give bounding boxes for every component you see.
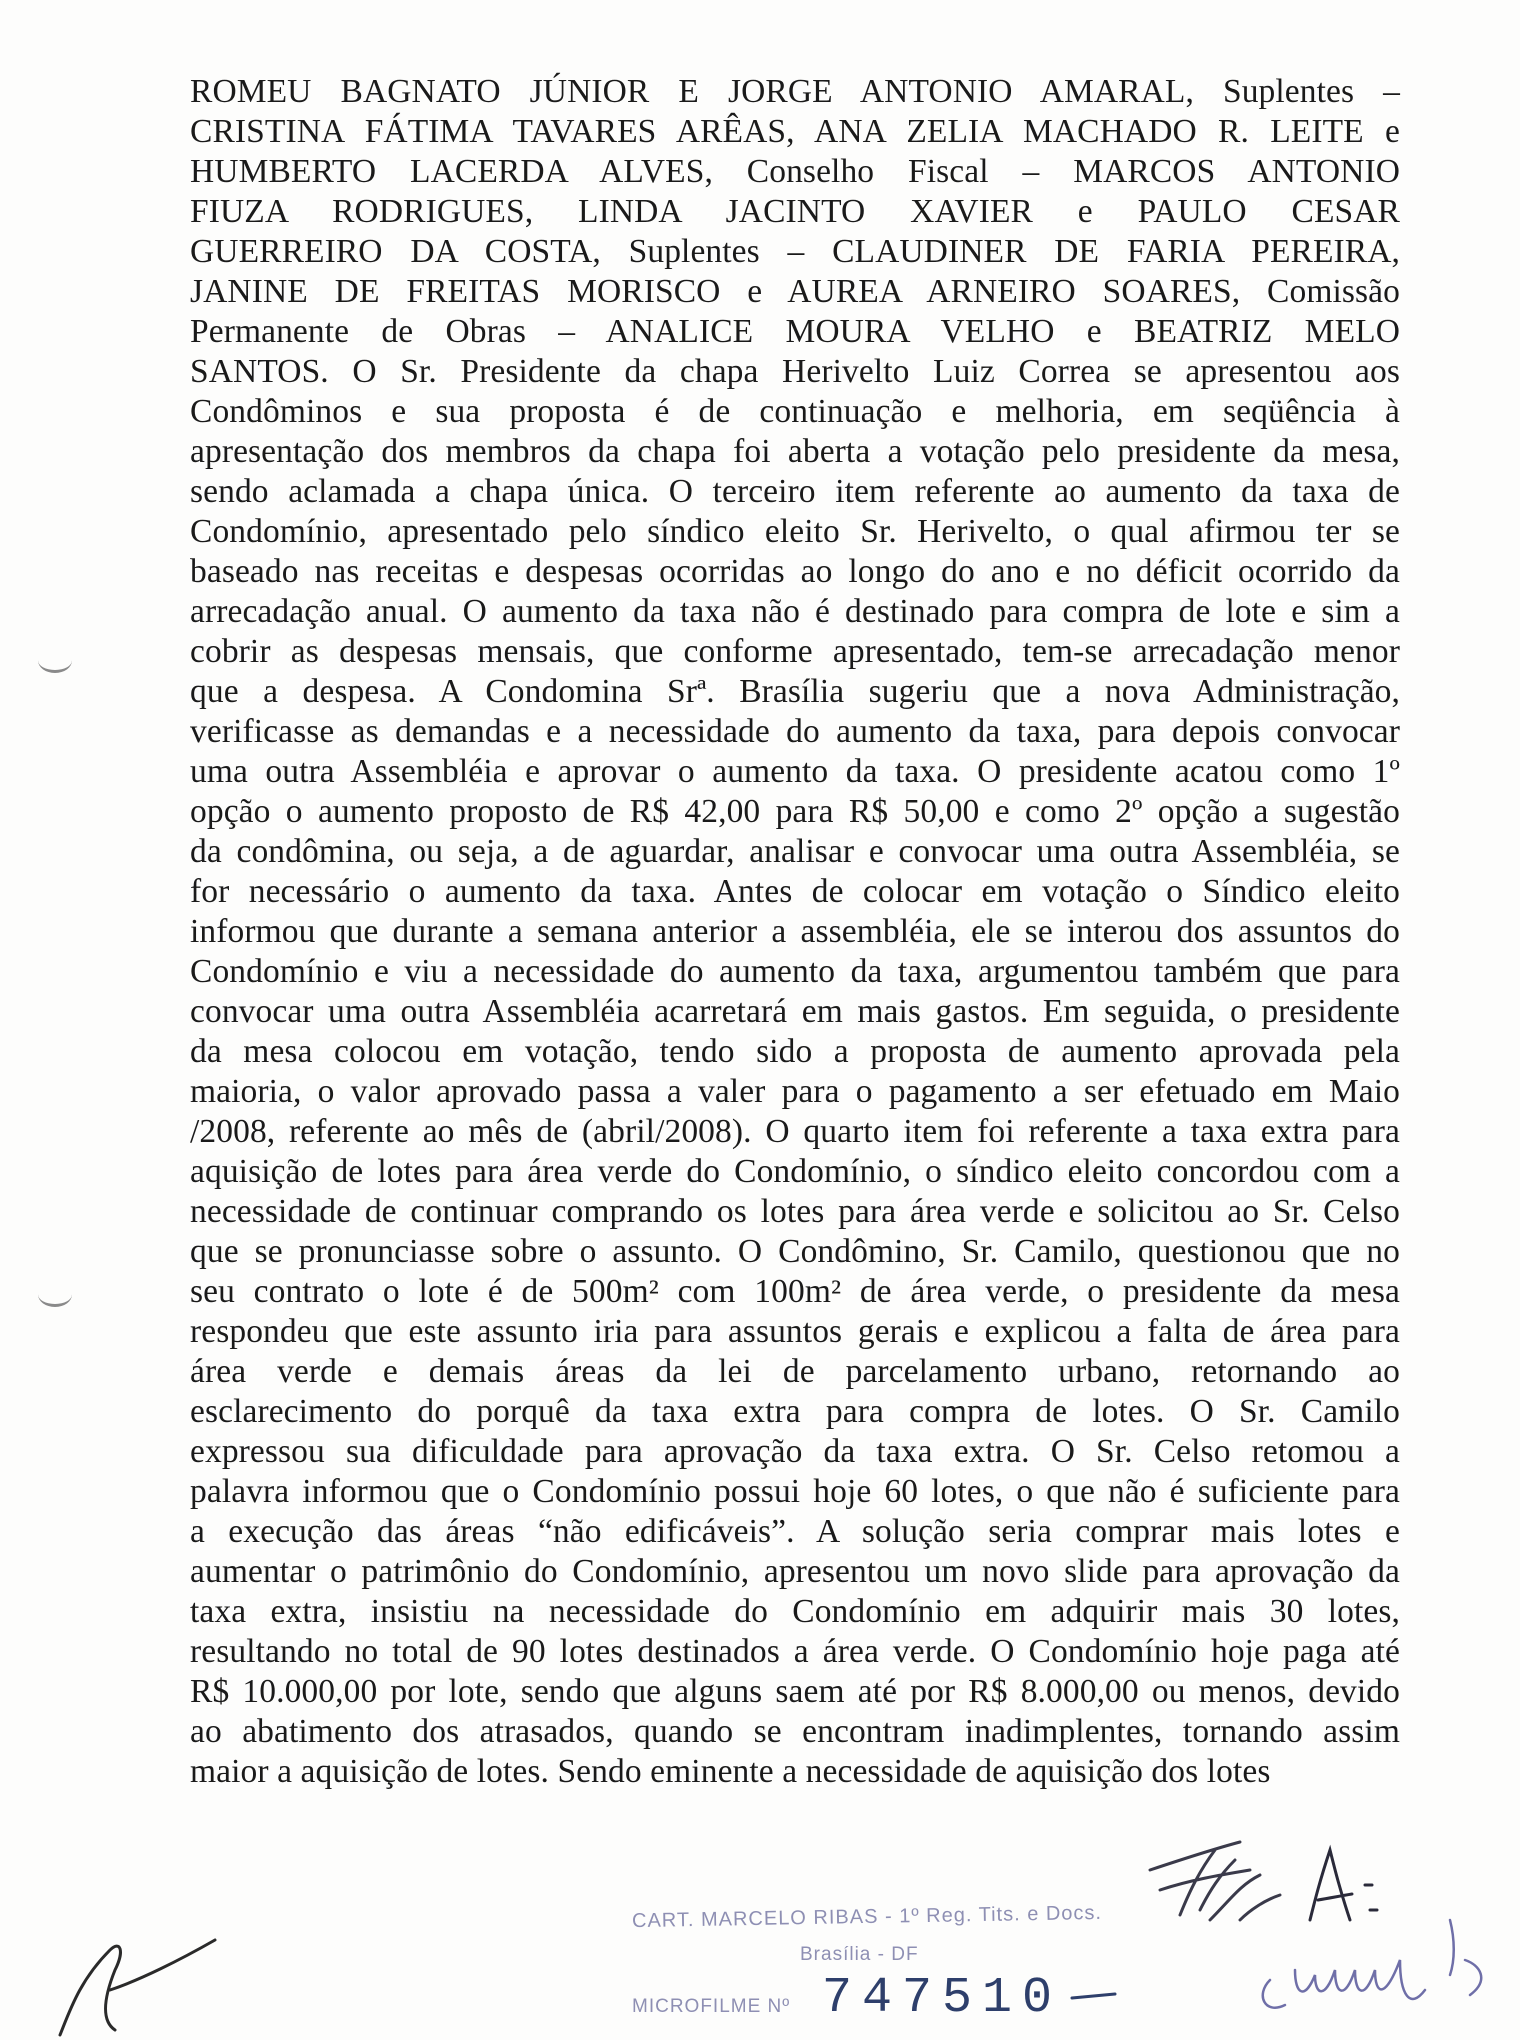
stamp-dash	[1070, 1990, 1120, 2002]
text-line: da mesa colocou em votação, tendo sido a proposta de aumento aprovada pela	[190, 1033, 1400, 1070]
text-line: apresentação dos membros da chapa foi aberta a votação pelo presidente da mesa,	[190, 433, 1400, 470]
text-line: baseado nas receitas e despesas ocorridas ao longo do ano e no déficit ocorrido da	[190, 553, 1400, 590]
text-line: ROMEU BAGNATO JÚNIOR E JORGE ANTONIO AMARAL, Suplentes –	[190, 73, 1400, 110]
text-line: que se pronunciasse sobre o assunto. O Condômino, Sr. Camilo, questionou que no	[190, 1233, 1400, 1270]
text-line: seu contrato o lote é de 500m² com 100m² de área verde, o presidente da mesa	[190, 1273, 1400, 1310]
text-line: R$ 10.000,00 por lote, sendo que alguns saem até por R$ 8.000,00 ou menos, devido	[190, 1673, 1400, 1710]
text-line: HUMBERTO LACERDA ALVES, Conselho Fiscal – MARCOS ANTONIO	[190, 153, 1400, 190]
text-line: respondeu que este assunto iria para assuntos gerais e explicou a falta de área para	[190, 1313, 1400, 1350]
text-line: esclarecimento do porquê da taxa extra para compra de lotes. O Sr. Camilo	[190, 1393, 1400, 1430]
text-line: necessidade de continuar comprando os lotes para área verde e solicitou ao Sr. Celso	[190, 1193, 1400, 1230]
text-line: uma outra Assembléia e aprovar o aumento da taxa. O presidente acatou como 1º	[190, 753, 1400, 790]
text-line: palavra informou que o Condomínio possui hoje 60 lotes, o que não é suficiente para	[190, 1473, 1400, 1510]
registry-stamp-city: Brasília - DF	[800, 1944, 919, 1965]
signature-right-cursive	[1250, 1900, 1510, 2030]
text-line: maioria, o valor aprovado passa a valer para o pagamento a ser efetuado em Maio	[190, 1073, 1400, 1110]
text-line: área verde e demais áreas da lei de parcelamento urbano, retornando ao	[190, 1353, 1400, 1390]
registry-stamp-name: CART. MARCELO RIBAS - 1º Reg. Tits. e Docs.	[631, 1901, 1103, 1933]
signature-left	[20, 1870, 220, 2040]
microfilm-label: MICROFILME Nº	[632, 1996, 791, 2017]
text-line: GUERREIRO DA COSTA, Suplentes – CLAUDINER DE FARIA PEREIRA,	[190, 233, 1400, 270]
text-line: verificasse as demandas e a necessidade do aumento da taxa, para depois convocar	[190, 713, 1400, 750]
text-line: convocar uma outra Assembléia acarretará em mais gastos. Em seguida, o presidente	[190, 993, 1400, 1030]
text-line: Permanente de Obras – ANALICE MOURA VELHO e BEATRIZ MELO	[190, 313, 1400, 350]
text-line: CRISTINA FÁTIMA TAVARES ARÊAS, ANA ZELIA MACHADO R. LEITE e	[190, 113, 1400, 150]
text-line: maior a aquisição de lotes. Sendo eminente a necessidade de aquisição dos lotes	[190, 1753, 1271, 1790]
punch-hole-top	[38, 648, 72, 673]
text-line: expressou sua dificuldade para aprovação da taxa extra. O Sr. Celso retomou a	[190, 1433, 1400, 1470]
text-line: FIUZA RODRIGUES, LINDA JACINTO XAVIER e PAULO CESAR	[190, 193, 1400, 230]
text-line: cobrir as despesas mensais, que conforme apresentado, tem-se arrecadação menor	[190, 633, 1400, 670]
text-line: ao abatimento dos atrasados, quando se encontram inadimplentes, tornando assim	[190, 1713, 1400, 1750]
punch-hole-bottom	[38, 1282, 72, 1307]
text-line: informou que durante a semana anterior a assembléia, ele se interou dos assuntos do	[190, 913, 1400, 950]
microfilm-number: 747510	[822, 1970, 1063, 2027]
text-line: a execução das áreas “não edificáveis”. A solução seria comprar mais lotes e	[190, 1513, 1400, 1550]
text-line: SANTOS. O Sr. Presidente da chapa Herivelto Luiz Correa se apresentou aos	[190, 353, 1400, 390]
text-line: JANINE DE FREITAS MORISCO e AUREA ARNEIRO SOARES, Comissão	[190, 273, 1400, 310]
text-line: que a despesa. A Condomina Srª. Brasília sugeriu que a nova Administração,	[190, 673, 1400, 710]
text-line: Condôminos e sua proposta é de continuação e melhoria, em seqüência à	[190, 393, 1400, 430]
text-line: Condomínio e viu a necessidade do aumento da taxa, argumentou também que para	[190, 953, 1400, 990]
text-line: sendo aclamada a chapa única. O terceiro item referente ao aumento da taxa de	[190, 473, 1400, 510]
text-line: /2008, referente ao mês de (abril/2008). O quarto item foi referente a taxa extra para	[190, 1113, 1400, 1150]
text-line: aumentar o patrimônio do Condomínio, apresentou um novo slide para aprovação da	[190, 1553, 1400, 1590]
text-line: for necessário o aumento da taxa. Antes de colocar em votação o Síndico eleito	[190, 873, 1400, 910]
text-line: Condomínio, apresentado pelo síndico eleito Sr. Herivelto, o qual afirmou ter se	[190, 513, 1400, 550]
text-line: taxa extra, insistiu na necessidade do Condomínio em adquirir mais 30 lotes,	[190, 1593, 1400, 1630]
text-line: da condômina, ou seja, a de aguardar, analisar e convocar uma outra Assembléia, se	[190, 833, 1400, 870]
document-body	[190, 72, 1400, 1792]
text-line: resultando no total de 90 lotes destinados a área verde. O Condomínio hoje paga até	[190, 1633, 1400, 1670]
text-line: arrecadação anual. O aumento da taxa não é destinado para compra de lote e sim a	[190, 593, 1400, 630]
text-line: opção o aumento proposto de R$ 42,00 para R$ 50,00 e como 2º opção a sugestão	[190, 793, 1400, 830]
text-line: aquisição de lotes para área verde do Condomínio, o síndico eleito concordou com a	[190, 1153, 1400, 1190]
